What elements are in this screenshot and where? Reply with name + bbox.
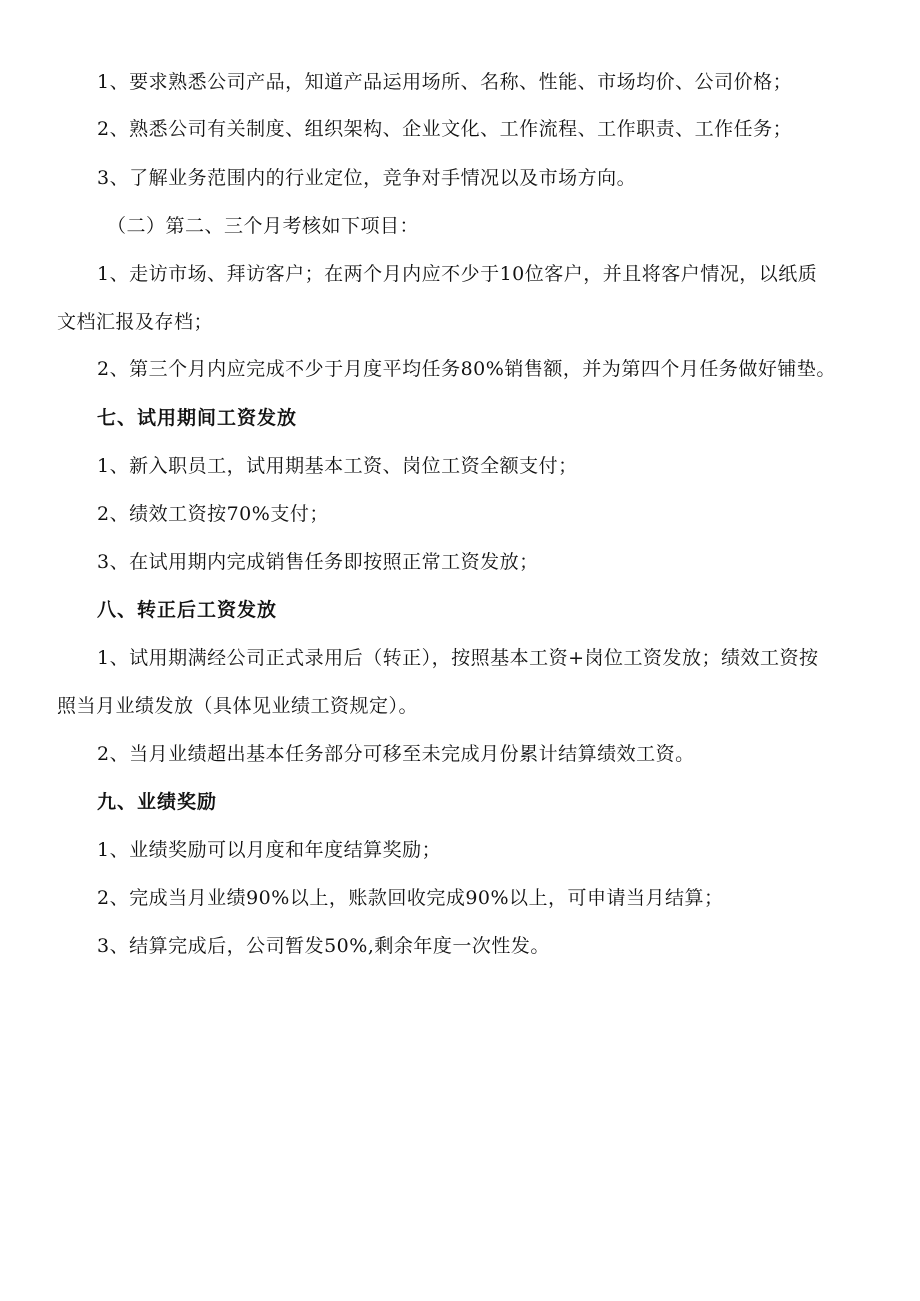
paragraph-line: 1、要求熟悉公司产品，知道产品运用场所、名称、性能、市场均价、公司价格；	[97, 71, 793, 93]
section-heading: 九、业绩奖励	[97, 791, 218, 813]
section-heading: 七、试用期间工资发放	[97, 407, 298, 429]
subsection-heading: （二）第二、三个月考核如下项目：	[107, 215, 420, 237]
paragraph-line: 2、第三个月内应完成不少于月度平均任务80%销售额，并为第四个月任务做好铺垫。	[97, 358, 836, 380]
paragraph-line: 1、试用期满经公司正式录用后（转正），按照基本工资+岗位工资发放；绩效工资按	[97, 647, 819, 669]
paragraph-line: 3、在试用期内完成销售任务即按照正常工资发放；	[97, 551, 539, 573]
paragraph-line: 2、熟悉公司有关制度、组织架构、企业文化、工作流程、工作职责、工作任务；	[97, 118, 793, 140]
paragraph-line: 2、绩效工资按70%支付；	[97, 503, 329, 525]
paragraph-line: 2、完成当月业绩90%以上，账款回收完成90%以上，可申请当月结算；	[97, 887, 724, 909]
paragraph-line: 2、当月业绩超出基本任务部分可移至未完成月份累计结算绩效工资。	[97, 743, 695, 765]
paragraph-line: 照当月业绩发放（具体见业绩工资规定）。	[57, 695, 419, 717]
paragraph-line: 文档汇报及存档；	[57, 311, 214, 333]
section-heading: 八、转正后工资发放	[97, 599, 278, 621]
paragraph-line: 1、业绩奖励可以月度和年度结算奖励；	[97, 839, 442, 861]
paragraph-line: 1、走访市场、拜访客户；在两个月内应不少于10位客户，并且将客户情况，以纸质	[97, 263, 818, 285]
paragraph-line: 1、新入职员工，试用期基本工资、岗位工资全额支付；	[97, 455, 578, 477]
paragraph-line: 3、了解业务范围内的行业定位，竞争对手情况以及市场方向。	[97, 167, 637, 189]
paragraph-line: 3、结算完成后，公司暂发50%,剩余年度一次性发。	[97, 935, 550, 957]
